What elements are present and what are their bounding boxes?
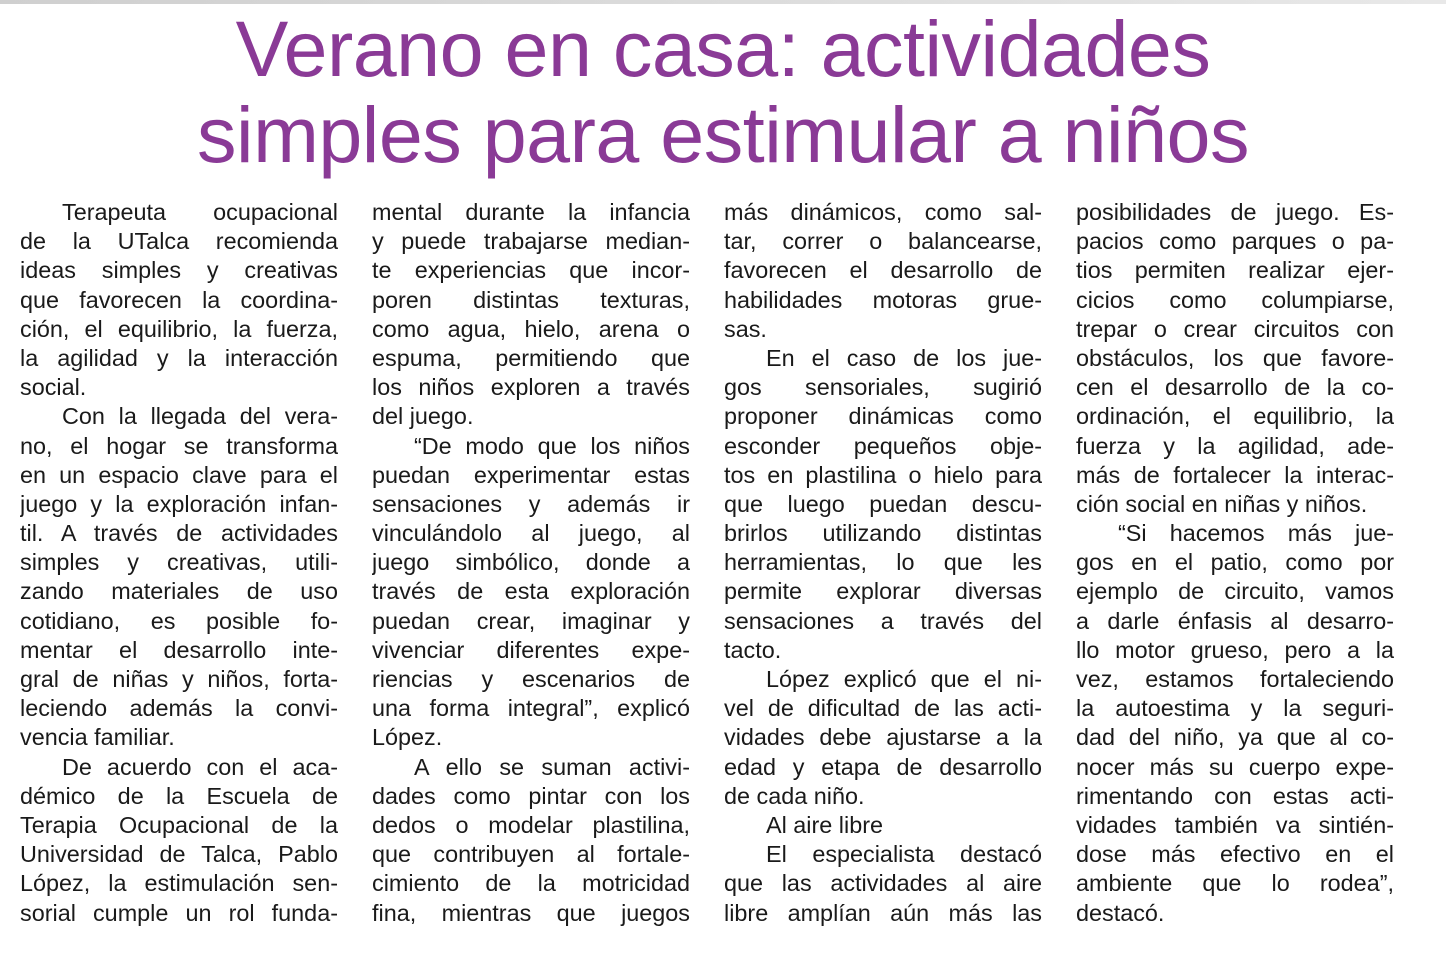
article-text-line: sorial cumple un rol funda- <box>20 899 338 926</box>
article-text-line: ordinación, el equilibrio, la <box>1076 403 1394 430</box>
article-body <box>0 198 1446 968</box>
article-text-line: y puede trabajarse median- <box>372 228 690 255</box>
article-text-line: de la UTalca recomienda <box>20 228 338 255</box>
article-text-line: Terapeuta ocupacional <box>62 199 338 225</box>
article-text-line: riencias y escenarios de <box>372 666 690 692</box>
article-text-line: Al aire libre <box>766 811 883 838</box>
article-column-4 <box>1076 198 1394 928</box>
article-text-line: no, el hogar se transforma <box>20 432 338 459</box>
article-text-line: leciendo además la convi- <box>20 695 338 722</box>
article-text-line: pacios como parques o pa- <box>1076 228 1394 255</box>
article-text-line: dades como pintar con los <box>372 782 690 809</box>
article-text-line: vivenciar diferentes expe- <box>372 636 690 663</box>
article-text-line: posibilidades de juego. Es- <box>1076 199 1394 225</box>
article-text-line: Universidad de Talca, Pablo <box>20 841 338 868</box>
article-text-line: proponer dinámicas como <box>724 403 1042 430</box>
article-text-line: trepar o crear circuitos con <box>1076 315 1394 342</box>
article-text-line: De acuerdo con el aca- <box>62 753 338 780</box>
article-text-line: la agilidad y la interacción <box>20 344 338 371</box>
article-text-line: Con la llegada del vera- <box>62 403 338 430</box>
article-text-line: ideas simples y creativas <box>20 257 338 284</box>
article-text-line: obstáculos, los que favore- <box>1076 344 1394 371</box>
article-text-line: vidades debe ajustarse a la <box>724 724 1042 751</box>
article-column-3 <box>724 198 1042 928</box>
article-text-line: vidades también va sintién- <box>1076 811 1394 838</box>
article-text-line: edad y etapa de desarrollo <box>724 753 1042 780</box>
article-text-line: del juego. <box>372 403 474 430</box>
article-column-1 <box>20 198 338 928</box>
article-text-line: gos en el patio, como por <box>1076 549 1394 576</box>
article-text-line: puedan crear, imaginar y <box>372 607 690 634</box>
article-text-line: que las actividades al aire <box>724 870 1042 897</box>
article-text-line: démico de la Escuela de <box>20 782 338 809</box>
article-text-line: ejemplo de circuito, vamos <box>1076 578 1394 605</box>
article-text-line: ción social en niñas y niños. <box>1076 490 1368 517</box>
article-text-line: puedan experimentar estas <box>372 461 690 488</box>
article-text-line: como agua, hielo, arena o <box>372 315 690 342</box>
article-text-line: ción, el equilibrio, la fuerza, <box>20 315 338 342</box>
article-text-line: llo motor grueso, pero a la <box>1076 636 1394 663</box>
article-text-line: cicios como columpiarse, <box>1076 286 1394 313</box>
article-text-line: permite explorar diversas <box>724 578 1042 605</box>
article-text-line: til. A través de actividades <box>20 520 338 547</box>
article-text-line: vel de dificultad de las acti- <box>724 695 1042 722</box>
article-text-line: En el caso de los jue- <box>766 344 1042 371</box>
article-text-line: fuerza y la agilidad, ade- <box>1076 432 1394 459</box>
article-text-line: nocer más su cuerpo expe- <box>1076 753 1394 780</box>
article-text-line: esconder pequeños obje- <box>724 432 1042 459</box>
article-text-line: vencia familiar. <box>20 724 175 751</box>
article-text-line: poren distintas texturas, <box>372 286 690 313</box>
article-text-line: gos sensoriales, sugirió <box>724 374 1042 401</box>
article-text-line: de cada niño. <box>724 782 865 809</box>
article-text-line: fina, mientras que juegos <box>372 899 690 926</box>
article-text-line: que contribuyen al fortale- <box>372 841 690 868</box>
article-column-2 <box>372 198 690 928</box>
article-text-line: te experiencias que incor- <box>372 257 690 284</box>
article-text-line: herramientas, lo que les <box>724 549 1042 576</box>
article-text-line: dad del niño, ya que al co- <box>1076 724 1394 751</box>
article-text-line: dedos o modelar plastilina, <box>372 811 690 838</box>
headline-line-2: simples para estimular a niños <box>197 90 1249 179</box>
article-text-line: “De modo que los niños <box>414 432 690 459</box>
article-text-line: cotidiano, es posible fo- <box>20 607 338 634</box>
article-text-line: López. <box>372 724 443 751</box>
article-text-line: vez, estamos fortaleciendo <box>1076 666 1394 692</box>
article-headline <box>60 6 1386 178</box>
article-text-line: zando materiales de uso <box>20 578 338 605</box>
article-text-line: Terapia Ocupacional de la <box>20 811 338 838</box>
article-text-line: brirlos utilizando distintas <box>724 520 1042 547</box>
article-text-line: destacó. <box>1076 899 1165 926</box>
article-text-line: juego simbólico, donde a <box>372 549 690 576</box>
article-text-line: López explicó que el ni- <box>766 666 1042 692</box>
article-text-line: los niños exploren a través <box>372 374 690 401</box>
article-text-line: favorecen el desarrollo de <box>724 257 1042 284</box>
article-text-line: cimiento de la motricidad <box>372 870 690 897</box>
article-text-line: López, la estimulación sen- <box>20 870 338 897</box>
article-text-line: libre amplían aún más las <box>724 899 1042 926</box>
article-text-line: una forma integral”, explicó <box>372 695 690 722</box>
article-text-line: El especialista destacó <box>766 841 1042 868</box>
article-text-line: ambiente que lo rodea”, <box>1076 870 1394 897</box>
article-text-line: mentar el desarrollo inte- <box>20 636 338 663</box>
article-text-line: la autoestima y la seguri- <box>1076 695 1394 722</box>
article-text-line: dose más efectivo en el <box>1076 841 1394 868</box>
article-text-line: mental durante la infancia <box>372 199 690 225</box>
article-text-line: tar, correr o balancearse, <box>724 228 1042 255</box>
article-text-line: a darle énfasis al desarro- <box>1076 607 1394 634</box>
article-text-line: sas. <box>724 315 767 342</box>
article-text-line: sensaciones a través del <box>724 607 1042 634</box>
article-text-line: más dinámicos, como sal- <box>724 199 1042 225</box>
headline-line-1: Verano en casa: actividades <box>235 4 1211 93</box>
article-text-line: tacto. <box>724 636 782 663</box>
article-text-line: que luego puedan descu- <box>724 490 1042 517</box>
article-text-line: que favorecen la coordina- <box>20 286 338 313</box>
article-text-line: través de esta exploración <box>372 578 690 605</box>
article-text-line: gral de niñas y niños, forta- <box>20 666 338 692</box>
article-text-line: vinculándolo al juego, al <box>372 520 690 547</box>
article-text-line: juego y la exploración infan- <box>20 490 338 517</box>
article-text-line: más de fortalecer la interac- <box>1076 461 1394 488</box>
article-text-line: tos en plastilina o hielo para <box>724 461 1042 488</box>
article-text-line: “Si hacemos más jue- <box>1118 520 1394 547</box>
article-text-line: cen el desarrollo de la co- <box>1076 374 1394 401</box>
article-text-line: A ello se suman activi- <box>414 753 690 780</box>
article-text-line: espuma, permitiendo que <box>372 344 690 371</box>
article-text-line: habilidades motoras grue- <box>724 286 1042 313</box>
article-text-line: tios permiten realizar ejer- <box>1076 257 1394 284</box>
article-text-line: simples y creativas, utili- <box>20 549 338 576</box>
article-text-line: rimentando con estas acti- <box>1076 782 1394 809</box>
article-text-line: en un espacio clave para el <box>20 461 338 488</box>
article-text-line: sensaciones y además ir <box>372 490 690 517</box>
article-text-line: social. <box>20 374 87 401</box>
